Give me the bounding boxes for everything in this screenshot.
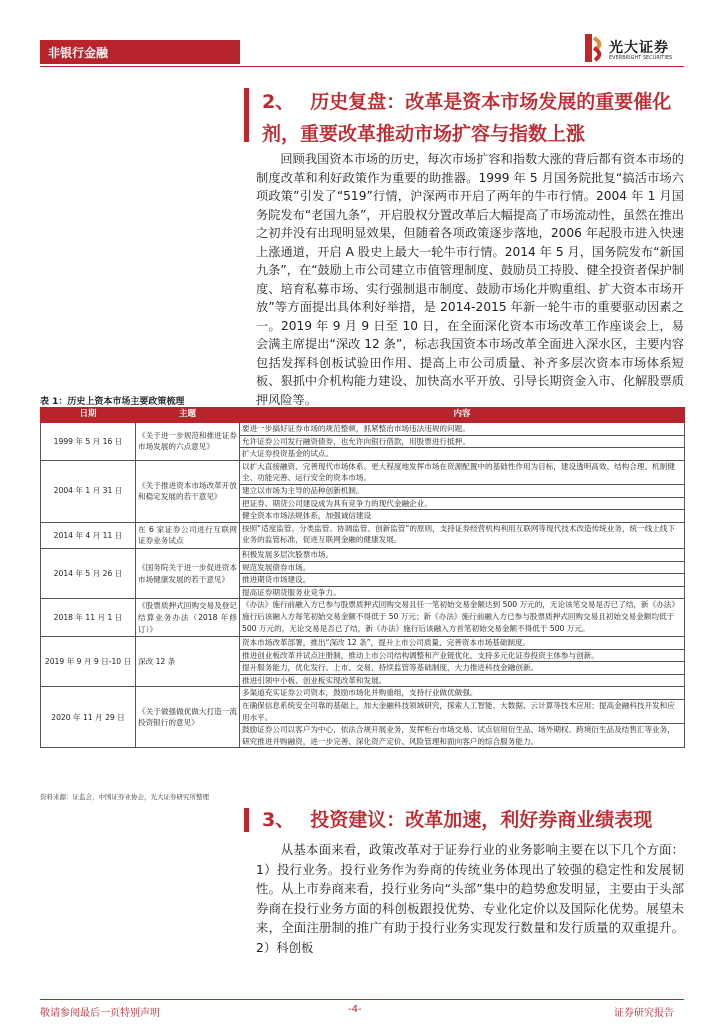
table-row (41, 599, 685, 637)
header-theme: 主题 (136, 408, 240, 423)
section-3-number: 3、 (262, 809, 295, 831)
row-theme: 《股票质押式回购交易及登记结算业务办法（2018 年修订）》 (136, 599, 240, 637)
section-2-body (256, 150, 684, 409)
content-line: 提升服务能力，优化发行、上市、交易、持续监管等基础制度，大力推进科技金融创新。 (240, 662, 684, 675)
content-line: 积极发展多层次股票市场。 (240, 549, 684, 562)
row-date: 2004 年 1 月 31 日 (41, 460, 136, 522)
section-3-paragraph: 从基本面来看，政策改革对于证券行业的业务影响主要在以下几个方面：1）投行业务。投行业务作为券商的传统业务体现出了较强的稳定性和发展韧性。从上市券商来看，投行业务向“头部”集中的趋势愈发明显，主要由于头部券商在投行业务方面的科创板跟投优势、专业化定价以及国际化优势。展望未来，全面注册制的推广有助于投行业务实现发行数量和发行质量的双重提升。2）科创板 (256, 842, 684, 955)
section-3-body (256, 840, 684, 957)
row-theme: 《关于进一步规范和推进证券市场发展的六点意见》 (136, 423, 240, 461)
table-caption: 表 1：历史上资本市场主要政策梳理 (40, 397, 185, 407)
content-line: 推进期货市场建设。 (240, 574, 684, 587)
row-theme: 《国务院关于进一步促进资本市场健康发展的若干意见》 (136, 548, 240, 598)
row-theme: 在 6 家证券公司进行互联网证券业务试点 (136, 522, 240, 548)
section-2-paragraph: 回顾我国资本市场的历史，每次市场扩容和指数大涨的背后都有资本市场的制度改革和利好政策作为重要的助推器。1999 年 5 月国务院批复“搞活市场六项政策”引发了“519”行情，沪深两市开启了两年的牛市行情。2004 年 1 月国务院发布“老国九条”，开启股权分置改革后大幅提高了市场流动性，虽然在推出之初并没有出现明显效果，但随着各项政策逐步落地，2006 年起股市进入快速上涨通道，开启 A 股史上最大一轮牛市行情。2014 年 5 月，国务院发布“新国九条”，在“鼓励上市公司建立市值管理制度、鼓励员工持股、健全投资者保护制度、培育私募市场、实行强制退市制度、鼓励市场化并购重组、扩大资本市场开放”等方面提出具体利好举措，是 2014-2015 年新一轮牛市的重要驱动因素之一。2019 年 9 月 9 日至 10 日，在全面深化资本市场改革工作座谈会上，易会满主席提出“深改 12 条”，标志我国资本市场改革全面进入深水区，主要内容包括发挥科创板试验田作用、提高上市公司质量、补齐多层次资本市场体系短板、狠抓中介机构能力建设、加快高水平开放、引导长期资金入市、化解股票质押风险等。 (256, 152, 684, 407)
content-line: 要进一步搞好证券市场的规范整顿，抓紧整治市场违法违规的问题。 (240, 423, 684, 436)
policy-table (40, 407, 685, 748)
header-divider (40, 66, 684, 67)
row-theme: 《关于做强做优做大打造一流投资银行的意见》 (136, 687, 240, 748)
content-line: 健全资本市场法规体系，加强诚信建设 (242, 511, 372, 521)
row-content (240, 522, 685, 548)
footer-divider (40, 999, 684, 1000)
section-2-accent-bar (244, 88, 249, 142)
footer-disclaimer: 敬请参阅最后一页特别声明 (40, 1008, 160, 1019)
row-theme: 《关于推进资本市场改革开放和稳定发展的若干意见》 (136, 460, 240, 522)
company-logo (583, 34, 693, 64)
logo-text-en: EVERBRIGHT SECURITIES (609, 55, 673, 61)
row-content (240, 687, 685, 748)
content-line: 推进引领中小板、创业板实现改革和发展。 (242, 675, 387, 685)
section-3-accent-bar (244, 808, 249, 832)
content-line: 扩大证券投资基金的试点。 (242, 449, 334, 459)
table-row (41, 637, 685, 687)
table-header-row (41, 408, 685, 423)
row-date: 2014 年 4 月 11 日 (41, 522, 136, 548)
row-content (240, 423, 685, 461)
content-line: 《办法》施行前融入方已参与股票质押式回购交易且任一笔初始交易金额达到 500 万元的，无论该笔交易是否已了结，新《办法》施行后该融入方每笔初始交易金额不得低于 50 万元；新《办法》施行前融入方已参与股票质押式回购交易且初始交易金额均低于 500 万元的，无论交易是否已了结，新《办法》施行后该融入方首笔初始交易金额不得低于 500 万元。 (242, 600, 679, 633)
table-row (41, 548, 685, 598)
table-row (41, 522, 685, 548)
row-content (240, 460, 685, 522)
content-line: 多渠道充实证券公司资本，鼓励市场化并购重组，支持行业做优做强。 (240, 687, 684, 700)
table-row (41, 687, 685, 748)
row-content (240, 548, 685, 598)
content-line: 在确保信息系统安全可靠的基础上，加大金融科技领域研究，探索人工智能、大数据、云计算等技术应用；提高金融科技开发和应用水平。 (240, 700, 684, 724)
row-date: 2020 年 11 月 29 日 (41, 687, 136, 748)
section-2-title (262, 86, 702, 150)
content-line: 鼓励证券公司以客户为中心，依法合规开展业务，发挥柜台市场交易、试点信用衍生品、场外期权、跨境衍生品及结售汇等业务，研究推进并购融资，进一步完善、深化资产定价、风险管理和面向客户的综合服务能力。 (242, 725, 675, 746)
content-line: 把证券、期货公司建设成为具有竞争力的现代金融企业。 (240, 498, 684, 511)
header-date: 日期 (41, 408, 136, 423)
section-2-title-line2: 剂，重要改革推动市场扩容与指数上涨 (262, 123, 586, 145)
row-date: 2014 年 5 月 26 日 (41, 548, 136, 598)
logo-mark-icon (583, 34, 605, 62)
content-line: 推进创业板改革并试点注册制，推动上市公司结构调整和产业链优化，支持多元化证券投资主体参与创新。 (240, 650, 684, 663)
content-line: 建立以市场为主导的品种创新机制。 (240, 485, 684, 498)
row-content (240, 637, 685, 687)
footer-report-type: 证券研究报告 (614, 1008, 674, 1019)
row-date: 2018 年 11 月 1 日 (41, 599, 136, 637)
content-line: 提高证券期货服务业竞争力。 (242, 587, 341, 597)
table-row (41, 460, 685, 522)
section-3-title (262, 804, 702, 836)
row-date: 1999 年 5 月 16 日 (41, 423, 136, 461)
section-2-number: 2、 (262, 91, 295, 113)
row-theme: 深改 12 条 (136, 637, 240, 687)
section-2-title-line1: 历史复盘：改革是资本市场发展的重要催化 (310, 91, 672, 113)
content-line: 以扩大直接融资、完善现代市场体系、更大程度地发挥市场在资源配置中的基础性作用为目标，建设透明高效、结构合理、机制健全、功能完善、运行安全的资本市场。 (240, 461, 684, 485)
page-header (0, 0, 724, 72)
category-label: 非银行金融 (48, 46, 109, 60)
row-date: 2019 年 9 月 9 日-10 日 (41, 637, 136, 687)
content-line: 按照“适度监管、分类监管、协调监管、创新监管”的原则，支持证券经营机构利用互联网等现代技术改造传统业务，统一线上线下业务的监管标准，促进互联网金融的健康发展。 (242, 523, 676, 545)
row-content (240, 599, 685, 637)
page-number: -4- (348, 1004, 362, 1015)
section-3-title-text: 投资建议：改革加速，利好券商业绩表现 (310, 809, 653, 831)
content-line: 规范发展债券市场。 (240, 562, 684, 575)
logo-text: 光大证券 (609, 40, 669, 56)
header-content: 内容 (240, 408, 685, 423)
content-line: 允许证券公司发行融资债券，也允许向银行借款，用股票进行抵押。 (240, 436, 684, 449)
content-line: 资本市场改革部署，推出“深改 12 条”，提升上市公司质量、完善资本市场基础制度。 (240, 637, 684, 650)
table-row (41, 423, 685, 461)
table-source: 资料来源：证监会，中国证券业协会，光大证券研究所整理 (40, 793, 209, 801)
